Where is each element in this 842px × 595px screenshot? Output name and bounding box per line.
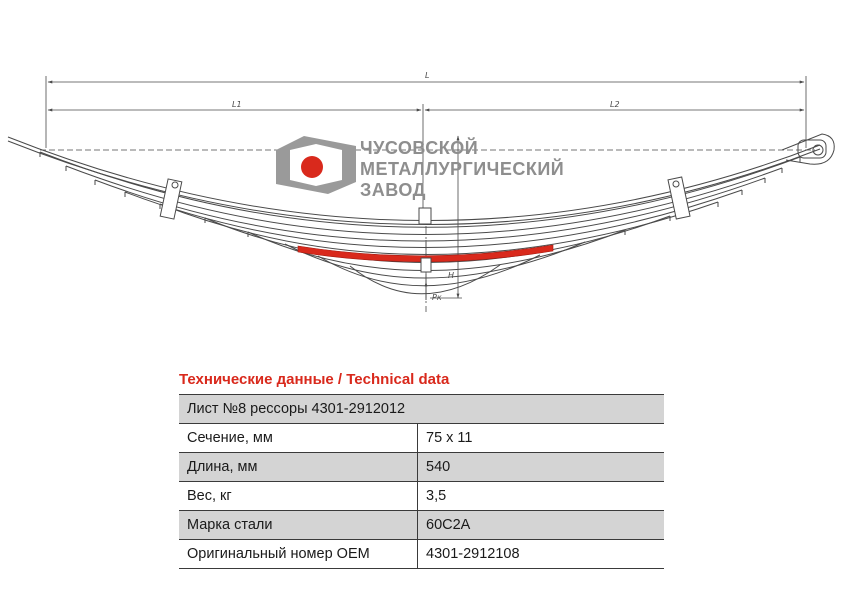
row-label: Оригинальный номер OEM <box>179 540 418 569</box>
table-row <box>179 511 664 540</box>
dimension-label-l2: L2 <box>610 100 620 109</box>
section-title: Технические данные / Technical data <box>179 371 450 388</box>
row-label: Вес, кг <box>179 482 418 511</box>
table-row <box>179 424 664 453</box>
row-value: 60С2А <box>418 511 665 540</box>
spec-table <box>179 394 664 569</box>
row-label: Длина, мм <box>179 453 418 482</box>
dimension-lines <box>40 76 815 312</box>
row-value: 4301-2912108 <box>418 540 665 569</box>
brand-line-3: ЗАВОД <box>360 180 426 200</box>
dimension-label-l: L <box>425 71 430 80</box>
factory-logo-icon <box>276 136 356 194</box>
dimension-label-load: Pк <box>432 293 442 302</box>
row-value: 3,5 <box>418 482 665 511</box>
table-row <box>179 482 664 511</box>
row-value: 75 x 11 <box>418 424 665 453</box>
brand-line-2: МЕТАЛЛУРГИЧЕСКИЙ <box>360 159 565 179</box>
dimension-label-h: H <box>448 271 455 280</box>
row-label: Марка стали <box>179 511 418 540</box>
dimension-label-l1: L1 <box>232 100 242 109</box>
row-label: Сечение, мм <box>179 424 418 453</box>
brand-line-1: ЧУСОВСКОЙ <box>360 138 479 158</box>
table-row <box>179 453 664 482</box>
row-value: 540 <box>418 453 665 482</box>
table-header-row <box>179 395 664 424</box>
center-bolt <box>419 208 431 272</box>
table-header: Лист №8 рессоры 4301-2912012 <box>179 395 664 424</box>
table-row <box>179 540 664 569</box>
